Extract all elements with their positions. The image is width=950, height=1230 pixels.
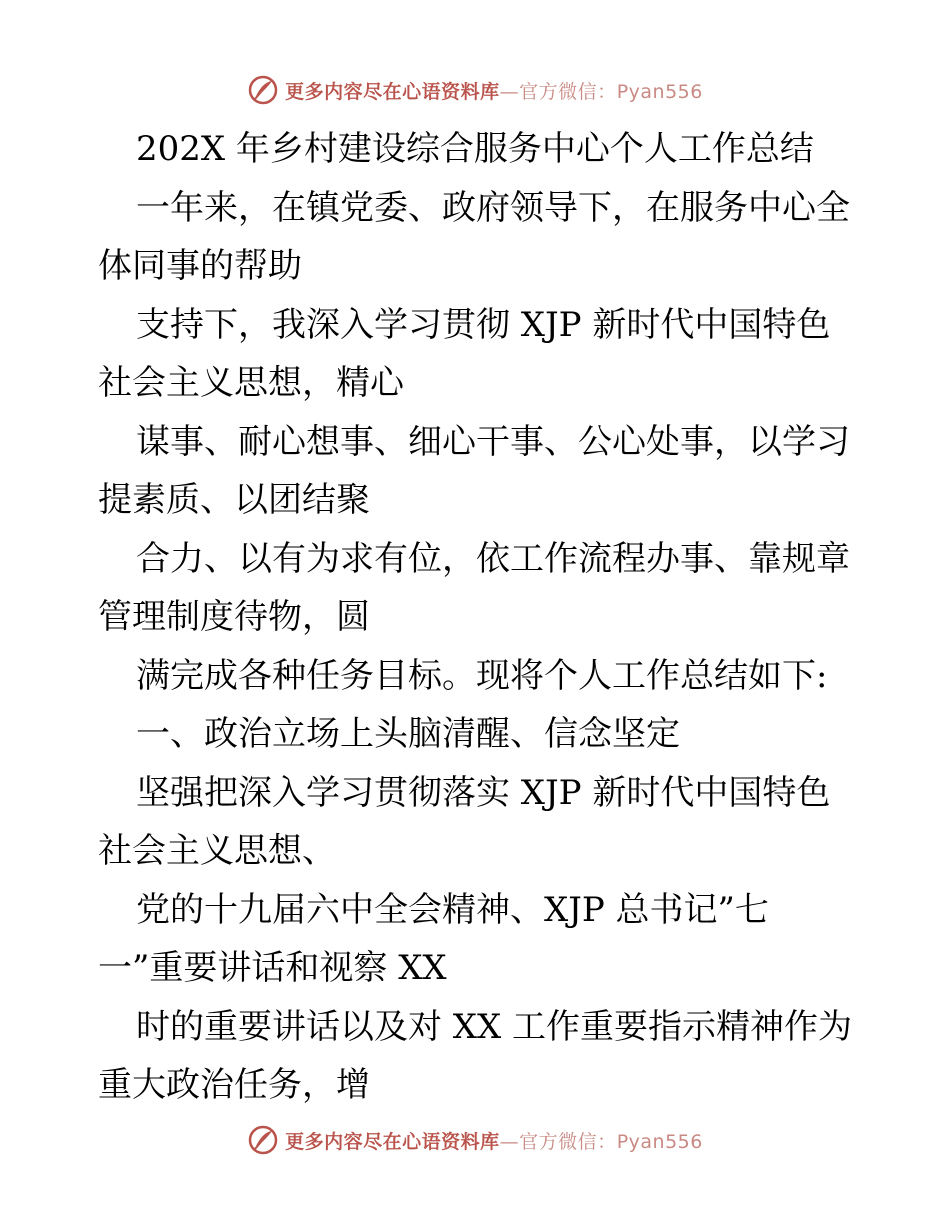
watermark-footer: [0, 1120, 950, 1160]
quill-logo-icon: [247, 74, 279, 106]
paragraph-line: 重大政治任务，增: [98, 1065, 370, 1105]
paragraph-line: 社会主义思想，精心: [98, 363, 404, 403]
section-heading: 一、政治立场上头脑清醒、信念坚定: [136, 714, 680, 754]
paragraph-line: 合力、以有为求有位，依工作流程办事、靠规章: [136, 538, 850, 579]
watermark-separator: —: [499, 80, 520, 103]
watermark-separator: —: [499, 1130, 520, 1153]
paragraph-line: 一年来，在镇党委、政府领导下，在服务中心全: [136, 187, 850, 228]
document-title: 202X 年乡村建设综合服务中心个人工作总结: [136, 129, 814, 169]
watermark-handle: Pyan556: [616, 80, 703, 103]
paragraph-line: 谋事、耐心想事、细心干事、公心处事，以学习: [136, 421, 850, 462]
watermark-wechat-label: 官方微信：: [519, 80, 617, 103]
quill-logo-icon: [247, 1124, 279, 1156]
watermark-wechat-label: 官方微信：: [519, 1130, 617, 1153]
paragraph-line: 党的十九届六中全会精神、XJP 总书记”七: [136, 889, 769, 930]
document-body: [98, 120, 858, 1115]
paragraph-line: 支持下，我深入学习贯彻 XJP 新时代中国特色: [136, 304, 831, 345]
watermark-text: [285, 77, 703, 104]
paragraph-line: 体同事的帮助: [98, 246, 302, 286]
paragraph-line: 提素质、以团结聚: [98, 480, 370, 520]
paragraph-line: 一”重要讲话和视察 XX: [98, 948, 447, 988]
paragraph-line: 社会主义思想、: [98, 831, 336, 871]
watermark-main: 更多内容尽在心语资料库: [285, 80, 500, 103]
paragraph-line: 坚强把深入学习贯彻落实 XJP 新时代中国特色: [136, 772, 831, 813]
paragraph-line: 管理制度待物，圆: [98, 597, 370, 637]
watermark-main: 更多内容尽在心语资料库: [285, 1130, 500, 1153]
paragraph-line: 满完成各种任务目标。现将个人工作总结如下:: [136, 655, 828, 696]
paragraph-line: 时的重要讲话以及对 XX 工作重要指示精神作为: [136, 1006, 853, 1047]
watermark-header: [0, 70, 950, 110]
watermark-handle: Pyan556: [616, 1130, 703, 1153]
watermark-text: [285, 1127, 703, 1154]
